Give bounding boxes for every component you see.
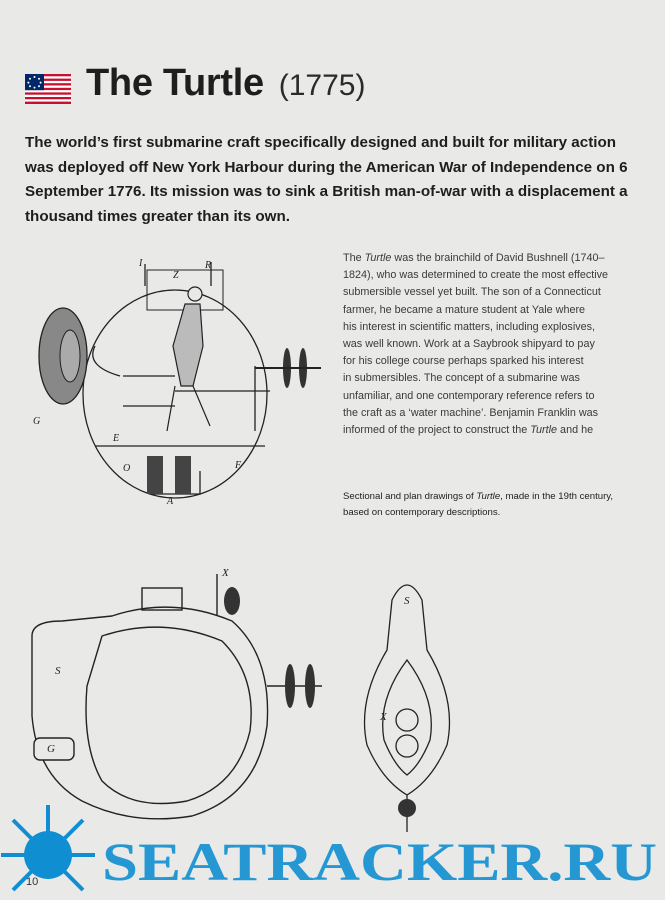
body-paragraph: [343, 250, 651, 439]
label-o: O: [123, 463, 131, 474]
body-line: informed of the project to construct the Turtle and he: [343, 424, 594, 437]
body-line: 1824), who was determined to create the most effective: [343, 269, 609, 282]
body-line: for his college course perhaps sparked his interest: [343, 355, 584, 368]
intro-paragraph: The world’s first submarine craft specifically designed and built for military action was deployed off New York Harbour during the American War of Independence on 6 September 1776. Its mission was to sink a British man-of-war with a displacement a thousand times greater than its own.: [25, 134, 628, 225]
label-g: G: [33, 416, 41, 427]
title-main: The Turtle: [86, 62, 264, 104]
caption-line: Sectional and plan drawings of Turtle, made in the 19th century,: [343, 491, 614, 502]
body-line: submersible vessel yet built. The son of a Connecticut: [343, 286, 601, 299]
label-z: Z: [173, 270, 179, 281]
body-line: farmer, he became a mature student at Yale where: [343, 303, 586, 316]
label-i: I: [139, 258, 143, 269]
us-flag-icon: [25, 74, 71, 104]
label-a: A: [167, 496, 174, 507]
label-x: X: [222, 567, 229, 579]
label-g-exterior: G: [47, 743, 55, 755]
title-year: (1775): [278, 69, 366, 102]
exterior-propellers: [224, 587, 315, 708]
label-s-plan: S: [404, 595, 410, 607]
watermark-text: SEATRACKER.RU: [102, 832, 657, 892]
caption-line: based on contemporary descriptions.: [343, 507, 501, 518]
seatracker-watermark: [0, 800, 665, 900]
body-line: unfamiliar, and one contemporary reference refers to: [343, 389, 595, 402]
page-number: 10: [26, 876, 39, 888]
body-line: in submersibles. The concept of a submarine was: [343, 372, 580, 385]
propeller-horizontal: [255, 348, 321, 388]
body-line: was well known. Work at a Saybrook shipyard to pay: [343, 338, 595, 351]
body-line: The Turtle was the brainchild of David Bushnell (1740–: [343, 252, 605, 264]
operator-figure: [167, 287, 210, 431]
exterior-drawing: [22, 566, 332, 836]
label-f: F: [235, 460, 242, 471]
label-s: S: [55, 665, 61, 677]
label-x-plan: X: [380, 711, 387, 723]
body-line: his interest in scientific matters, including explosives,: [343, 320, 596, 333]
figure-caption: [343, 489, 653, 521]
sectional-drawing: [25, 256, 325, 511]
label-r: R: [205, 260, 212, 271]
page-title: [86, 62, 365, 105]
plan-outline: [365, 585, 450, 795]
label-e: E: [113, 433, 120, 444]
exterior-hull: [32, 607, 268, 819]
sun-logo-icon: [1, 805, 95, 890]
body-line: the craft as a ‘water machine’. Benjamin Franklin was: [343, 406, 599, 419]
